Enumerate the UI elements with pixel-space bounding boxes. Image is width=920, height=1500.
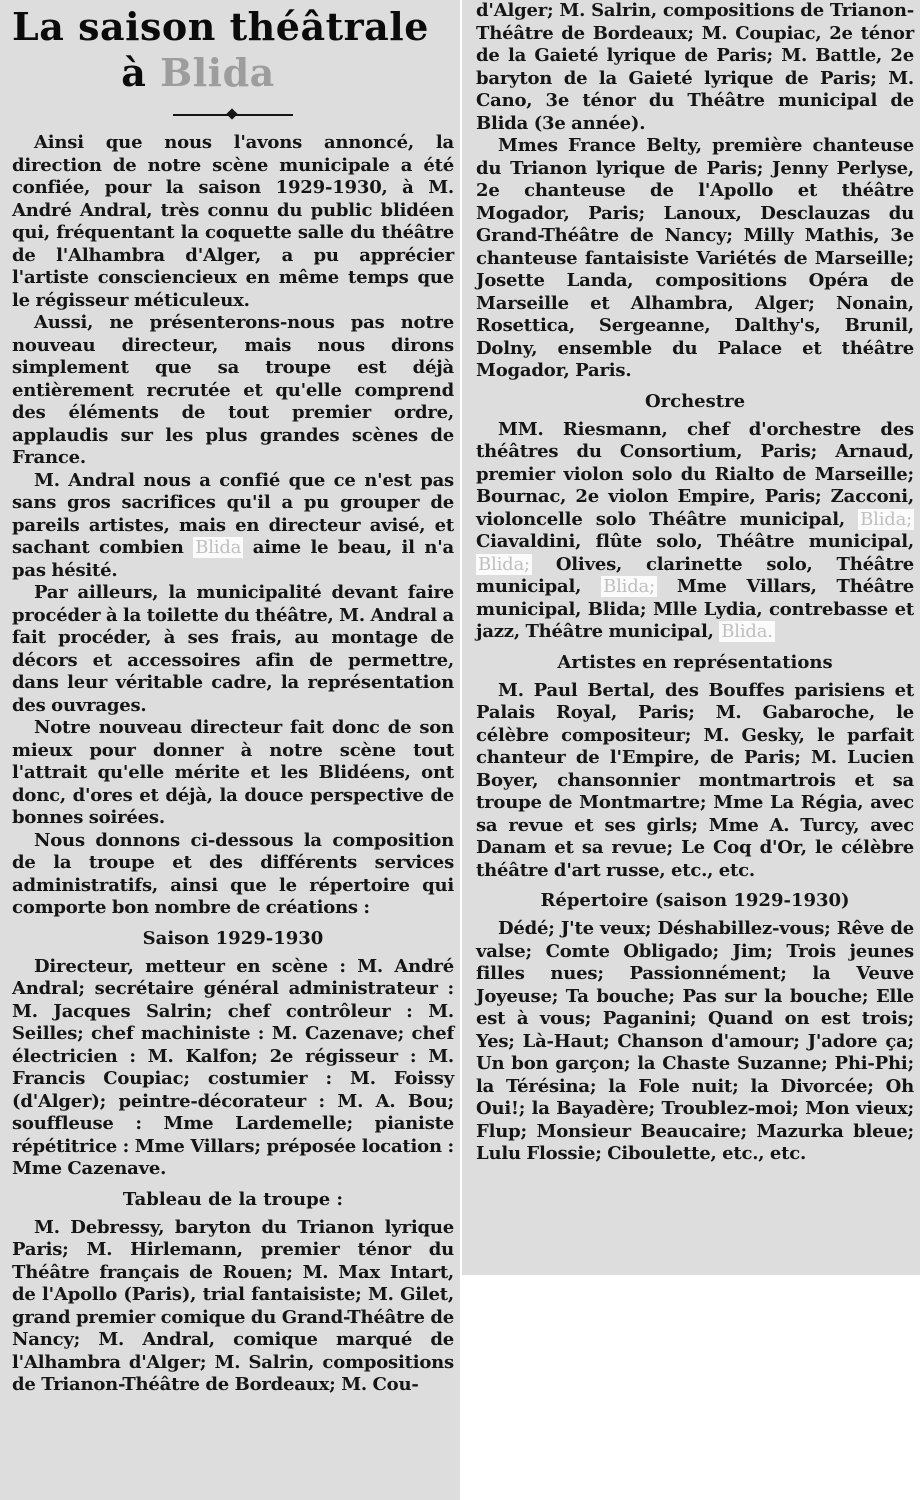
paragraph-4: Par ailleurs, la municipalité devant faire procéder à la toilette du théâtre, M. Andral a fait procéder, à ses frais, au montage de décors et accessoires afin de permettre, dans leur véritable cadre, la représentation des ouvrages.	[12, 582, 454, 716]
orchestre-paragraph	[476, 419, 914, 644]
article-headline	[12, 4, 454, 96]
right-column	[462, 0, 920, 1275]
orch-ghost-4: Blida.	[721, 621, 773, 642]
orch-text-4: Mme Villars, Théâtre municipal, Blida; Mlle Lydia, contrebasse et jazz, Théâtre municipal,	[476, 576, 914, 642]
paragraph-2: Aussi, ne présenterons-nous pas notre nouveau directeur, mais nous dirons simplement que sa troupe est déjà entièrement recrutée et qu'elle comprend des éléments de tout premier ordre, applaudis sur les plus grandes scènes de France.	[12, 312, 454, 468]
orch-ghost-2: Blida;	[478, 553, 530, 575]
headline-prefix: à	[121, 50, 147, 95]
section-heading-tableau: Tableau de la troupe :	[122, 1188, 344, 1210]
paragraph-3	[12, 470, 454, 583]
tableau-paragraph: M. Debressy, baryton du Trianon lyrique Paris; M. Hirlemann, premier ténor du Théâtre français de Rouen; M. Max Intart, de l'Apollo (Paris), trial fantaisiste; M. Gilet, grand premier comique du Grand-Théâtre de Nancy; M. Andral, comique marqué de l'Alhambra d'Alger; M. Salrin, compositions de Trianon-Théâtre de Bordeaux; M. Cou-	[12, 1216, 454, 1395]
paragraph-3-a: M. Andral nous a confié que ce n'est pas sans gros sacrifices qu'il a pu grouper de pareils artistes, mais en directeur avisé, et sachant combien	[12, 469, 454, 558]
section-heading-orchestre: Orchestre	[644, 390, 746, 412]
headline-line1: La saison théâtrale	[12, 4, 429, 49]
paragraph-6: Nous donnons ci-dessous la composition de la troupe et des différents services administratifs, ainsi que le répertoire qui comporte bon nombre de créations :	[12, 829, 454, 918]
continued-paragraph: d'Alger; M. Salrin, compositions de Trianon-Théâtre de Bordeaux; M. Coupiac, 2e ténor de la Gaieté lyrique de Paris; M. Battle, 2e baryton de la Gaieté lyrique de Paris; M. Cano, 3e ténor du Théâtre municipal de Blida (3e année).	[476, 0, 914, 134]
section-heading-saison: Saison 1929-1930	[142, 927, 324, 949]
repertoire-paragraph: Dédé; J'te veux; Déshabillez-vous; Rêve de valse; Comte Obligado; Jim; Trois jeunes filles nues; Passionnément; la Veuve Joyeuse; Ta bouche; Pas sur la bouche; Elle est à vous; Paganini; Quand on est trois; Yes; Là-Haut; Chanson d'amour; J'adore ça; Un bon garçon; la Chaste Suzanne; Phi-Phi; la Térésina; la Fole nuit; la Divorcée; Oh Oui!; la Bayadère; Troublez-moi; Mon vieux; Flup; Monsieur Beaucaire; Mazurka bleue; Lulu Flossie; Ciboulette, etc., etc.	[476, 918, 914, 1164]
mmes-paragraph: Mmes France Belty, première chanteuse du Trianon lyrique de Paris; Jenny Perlyse, 2e chanteuse de l'Apollo et théâtre Mogador, Paris; Lanoux, Desclauzas du Grand-Théâtre de Nancy; Milly Mathis, 3e chanteuse fantaisiste Variétés de Marseille; Josette Landa, compositions Opéra de Marseille et Alhambra, Alger; Nonain, Rosettica, Sergeanne, Dalthy's, Brunil, Dolny, ensemble du Palace et théâtre Mogador, Paris.	[476, 135, 914, 381]
orch-ghost-1: Blida;	[860, 508, 912, 530]
section-heading-repertoire: Répertoire (saison 1929-1930)	[540, 890, 850, 911]
paragraph-5: Notre nouveau directeur fait donc de son mieux pour donner à notre scène tout l'attrait qu'elle mérite et les Blidéens, ont donc, d'ores et déjà, la douce perspective de bonnes soirées.	[12, 717, 454, 828]
divider-diamond	[226, 108, 237, 119]
headline-divider	[173, 110, 293, 120]
orch-text-2: Ciavaldini, flûte solo, Théâtre municipal,	[476, 531, 914, 552]
orch-text-1: MM. Riesmann, chef d'orchestre des théâtres du Consortium, Paris; Arnaud, premier violon solo du Rialto de Marseille; Bournac, 2e violon Empire, Paris; Zacconi, violoncelle solo Théâtre municipal,	[476, 418, 914, 530]
headline-place: Blida	[160, 50, 275, 95]
saison-paragraph: Directeur, metteur en scène : M. André Andral; secrétaire général administrateur : M. Jacques Salrin; chef contrôleur : M. Seilles; chef machiniste : M. Cazenave; chef électricien : M. Kalfon; 2e régisseur : M. Francis Coupiac; costumier : M. Foissy (d'Alger); peintre-décorateur : M. A. Bou; souffleuse : Mme Lardemelle; pianiste répétitrice : Mme Villars; préposée location : Mme Cazenave.	[12, 955, 454, 1179]
headline-line2	[12, 50, 454, 96]
artistes-paragraph: M. Paul Bertal, des Bouffes parisiens et Palais Royal, Paris; M. Gabaroche, le célèbre compositeur; M. Gesky, le parfait chanteur de l'Empire, de Paris; M. Lucien Boyer, chansonnier montmartrois et sa troupe de Montmartre; Mme La Régia, avec sa revue et ses girls; Mme A. Turcy, avec Danam et sa revue; Le Coq d'Or, le célèbre théâtre d'art russe, etc., etc.	[476, 679, 914, 881]
paragraph-3-ghost: Blida	[195, 537, 242, 558]
paragraph-3-b: aime le beau, il n'a pas hésité.	[12, 537, 455, 581]
section-heading-artistes: Artistes en représentations	[557, 651, 833, 673]
intro-paragraph: Ainsi que nous l'avons annoncé, la direction de notre scène municipale a été confiée, pour la saison 1929-1930, à M. André Andral, très connu du public blidéen qui, fréquentant la coquette salle du théâtre de l'Alhambra d'Alger, a pu apprécier l'artiste consciencieux en même temps que le régisseur méticuleux.	[12, 132, 454, 311]
orch-ghost-3: Blida;	[603, 576, 655, 597]
orch-text-3: Olives, clarinette solo, Théâtre municipal,	[476, 553, 914, 597]
